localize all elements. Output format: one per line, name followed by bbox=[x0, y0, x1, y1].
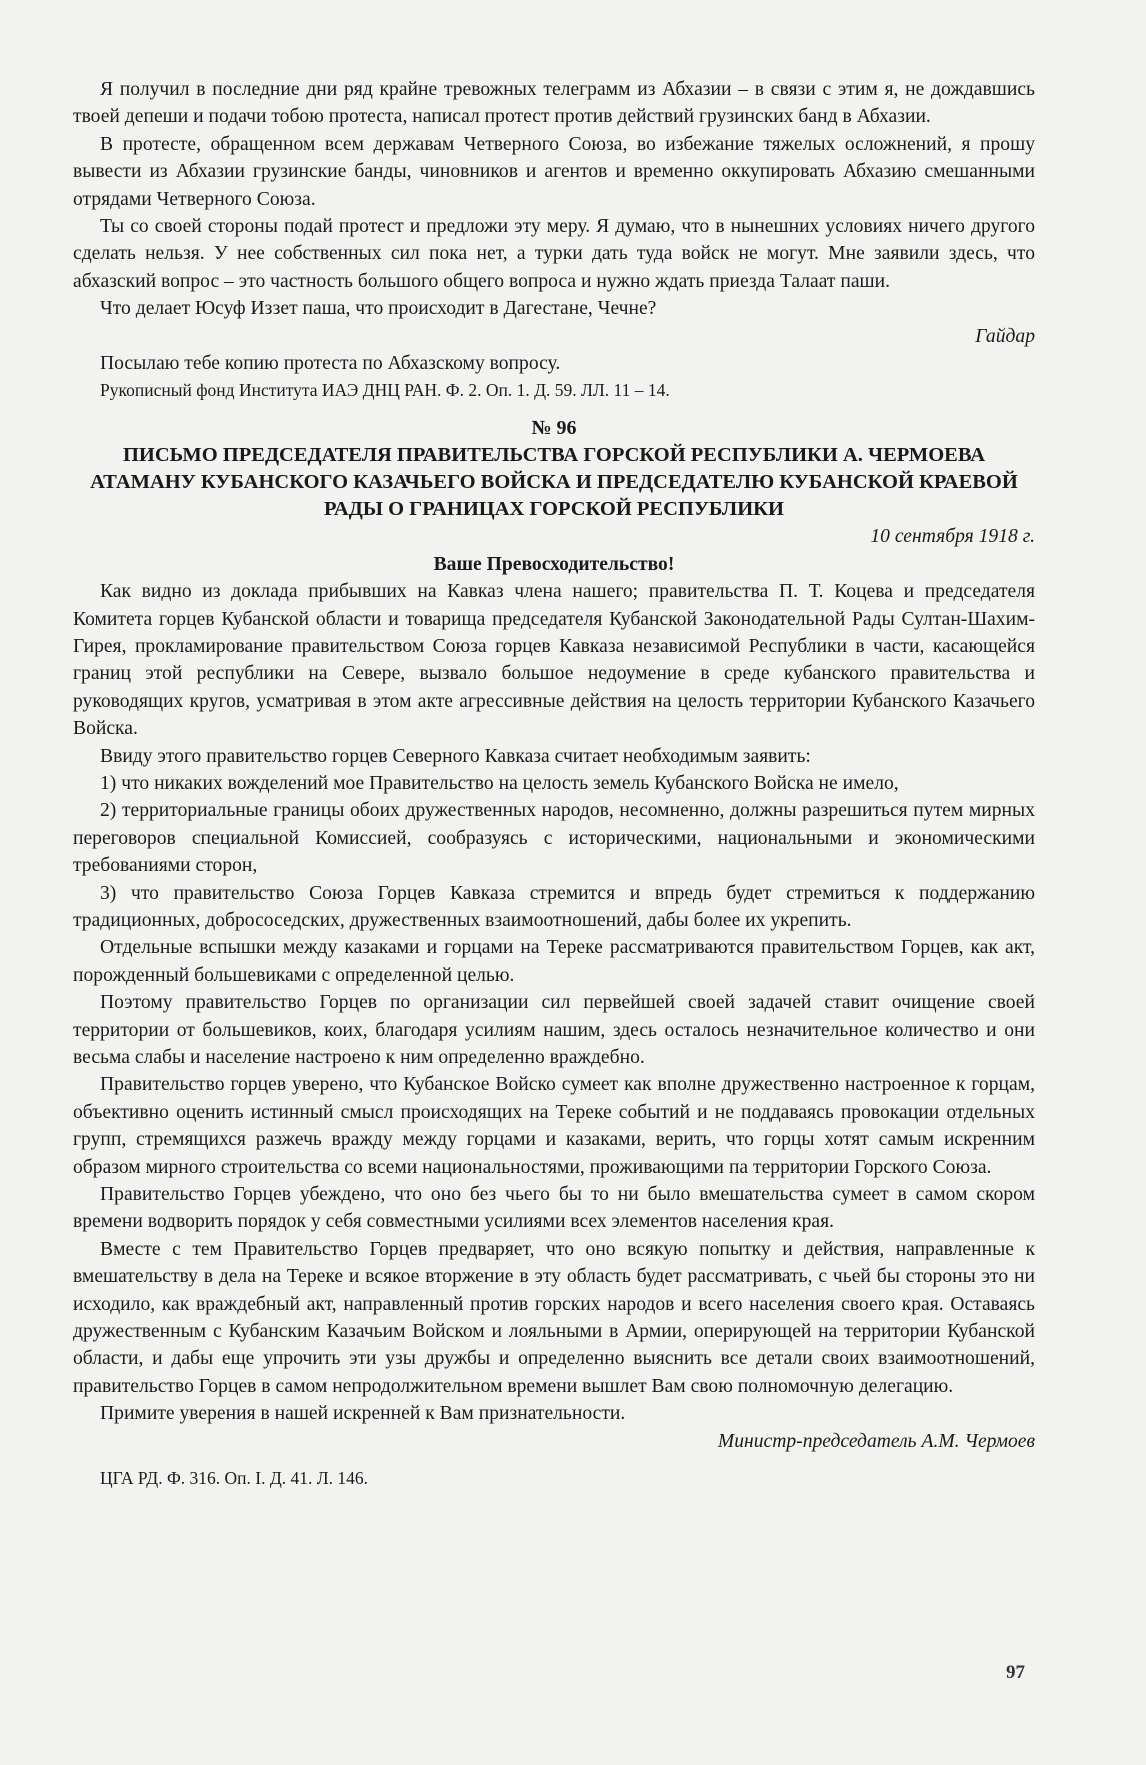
document-paragraph: Ввиду этого правительство горцев Северного Кавказа считает необходимым заявить: bbox=[100, 745, 811, 767]
document-paragraph: Поэтому правительство Горцев по организации сил первейшей своей задачей ставит очищение своей территории от большевиков, коих, благодаря усилиям нашим, здесь осталось незначительное количество и они весьма слабы и население настроено к ним определенно враждебно. bbox=[73, 992, 1035, 1068]
spacer bbox=[73, 1455, 1035, 1465]
document-date: 10 сентября 1918 г. bbox=[870, 526, 1035, 548]
letter-paragraph-1: Я получил в последние дни ряд крайне тревожных телеграмм из Абхазии – в связи с этим я, не дождавшись твоей депеши и подачи тобою протеста, написал протест против действий грузинских банд в Абхазии. bbox=[73, 79, 1035, 128]
document-paragraph: Отдельные вспышки между казаками и горцами на Тереке рассматриваются правительством Горцев, как акт, порожденный большевиками с определенной целью. bbox=[73, 937, 1035, 986]
document-paragraph: 2) территориальные границы обоих дружественных народов, несомненно, должны разрешиться путем мирных переговоров специальной Комиссией, сообразуясь с историческими, национальными и экономическими требованиями сторон, bbox=[73, 800, 1035, 877]
page-content bbox=[73, 76, 1035, 1493]
page-number: 97 bbox=[1006, 1662, 1025, 1683]
document-paragraph: Правительство Горцев убеждено, что оно без чьего бы то ни было вмешательства сумеет в самом скором времени водворить порядок у себя совместными усилиями всех элементов населения края. bbox=[73, 1184, 1035, 1233]
document-paragraph: Вместе с тем Правительство Горцев предваряет, что оно всякую попытку и действия, направленные к вмешательству в дела на Тереке и всякое вторжение в эту область будет рассматривать, с чьей бы стороны это ни исходило, как враждебный акт, направленный против горских народов и всего населения своего края. Оставаясь дружественным с Кубанским Казачьим Войском и лояльными в Армии, оперирующей на территории Кубанской области, и дабы еще упрочить эти узы дружбы и определенно выяснить все детали своих взаимоотношений, правительство Горцев в самом непродолжительном времени вышлет Вам свою полномочную делегацию. bbox=[73, 1238, 1035, 1397]
document-greeting: Ваше Превосходительство! bbox=[433, 553, 675, 575]
letter-paragraph-2: В протесте, обращенном всем державам Четверного Союза, во избежание тяжелых осложнений, я прошу вывести из Абхазии грузинские банды, чиновников и агентов и временно оккупировать Абхазию смешанными отрядами Четверного Союза. bbox=[73, 133, 1035, 210]
document-paragraph: 3) что правительство Союза Горцев Кавказа стремится и впредь будет стремиться к поддержанию традиционных, добрососедских, дружественных взаимоотношений, дабы более их укрепить. bbox=[73, 882, 1035, 931]
document-archive-reference: ЦГА РД. Ф. 316. Оп. I. Д. 41. Л. 146. bbox=[100, 1468, 369, 1489]
document-paragraph: Правительство горцев уверено, что Кубанское Войско сумеет как вполне дружественно настроенное к горцам, объективно оценить истинный смысл происходящих на Тереке событий и не поддаваясь провокации отдельных групп, стремящихся разжечь вражду между горцами и казаками, верить, что горцы хотят самым искренним образом мирного строительства со всеми национальностями, проживающими па территории Горского Союза. bbox=[73, 1074, 1035, 1178]
document-paragraph: 1) что никаких вожделений мое Правительство на целость земель Кубанского Войска не имело, bbox=[100, 772, 899, 794]
document-signature: Министр-председатель А.М. Чермоев bbox=[717, 1430, 1035, 1452]
document-number: № 96 bbox=[531, 416, 577, 439]
letter-archive-reference: Рукописный фонд Института ИАЭ ДНЦ РАН. Ф. 2. Оп. 1. Д. 59. ЛЛ. 11 – 14. bbox=[100, 380, 670, 401]
letter-postscript: Посылаю тебе копию протеста по Абхазскому вопросу. bbox=[100, 353, 561, 375]
document-title: ПИСЬМО ПРЕДСЕДАТЕЛЯ ПРАВИТЕЛЬСТВА ГОРСКОЙ РЕСПУБЛИКИ А. ЧЕРМОЕВА АТАМАНУ КУБАНСКОГО КАЗАЧЬЕГО ВОЙСКА И ПРЕДСЕДАТЕЛЮ КУБАНСКОЙ КРАЕВОЙ РАДЫ О ГРАНИЦАХ ГОРСКОЙ РЕСПУБЛИКИ bbox=[90, 444, 1018, 521]
document-paragraph: Примите уверения в нашей искренней к Вам признательности. bbox=[100, 1403, 626, 1425]
document-paragraph: Как видно из доклада прибывших на Кавказ члена нашего; правительства П. Т. Коцева и председателя Комитета горцев Кубанской области и товарища председателя Кубанской Законодательной Рады Султан-Шахим-Гирея, прокламирование правительством Союза горцев Кавказа независимой Республики в части, касающейся границ этой республики на Севере, вызвало большое недоумение в среде кубанского правительства и руководящих кругов, усматривая в этом акте агрессивные действия на целость территории Кубанского Казачьего Войска. bbox=[73, 581, 1035, 740]
letter-paragraph-3: Ты со своей стороны подай протест и предложи эту меру. Я думаю, что в нынешних условиях ничего другого сделать нельзя. У нее собственных сил пока нет, а турки дать туда войск не могут. Мне заявили здесь, что абхазский вопрос – это частность большого общего вопроса и нужно ждать приезда Талаат паши. bbox=[73, 216, 1035, 292]
letter-paragraph-4: Что делает Юсуф Иззет паша, что происходит в Дагестане, Чечне? bbox=[100, 298, 657, 320]
letter-signature: Гайдар bbox=[975, 325, 1035, 347]
